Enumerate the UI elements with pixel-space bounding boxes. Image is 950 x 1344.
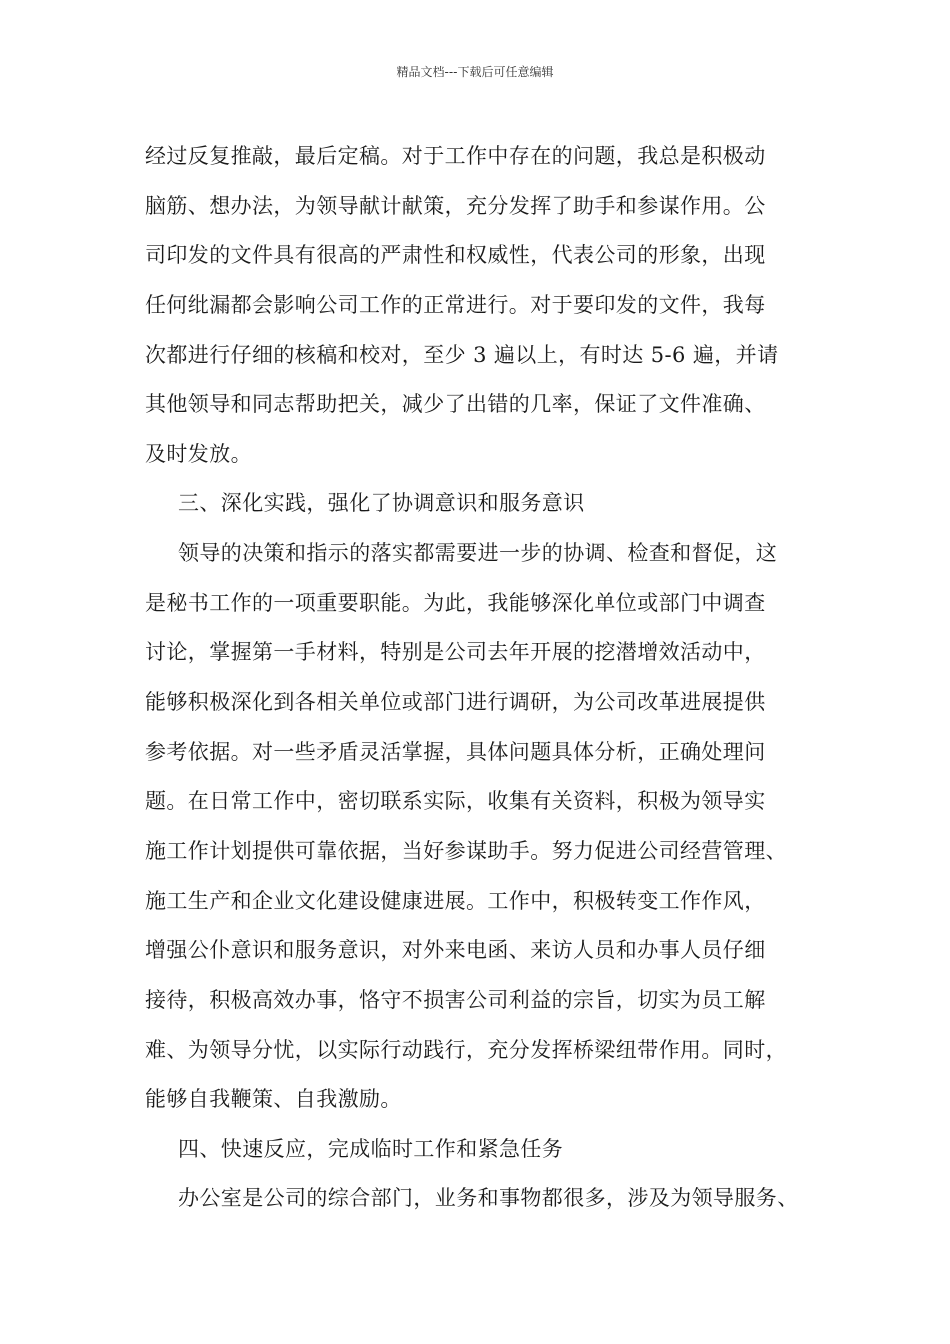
paragraph-first-line: 三、深化实践，强化了协调意识和服务意识 [178,491,585,516]
paragraph-line: 接待，积极高效办事，恪守不损害公司利益的宗旨，切实为员工解 [145,987,766,1012]
paragraph-line: 是秘书工作的一项重要职能。为此，我能够深化单位或部门中调查 [145,590,766,615]
page-header: 精品文档---下载后可任意编辑 [396,65,554,79]
paragraph-first-line: 办公室是公司的综合部门，业务和事物都很多，涉及为领导服务、 [178,1186,799,1211]
paragraph-first-line: 四、快速反应，完成临时工作和紧急任务 [178,1136,564,1161]
paragraph-line: 司印发的文件具有很高的严肃性和权威性，代表公司的形象，出现 [145,243,766,268]
paragraph-line: 脑筋、想办法，为领导献计献策，充分发挥了助手和参谋作用。公 [145,193,766,218]
paragraph-line: 任何纰漏都会影响公司工作的正常进行。对于要印发的文件，我每 [145,292,766,317]
paragraph-line: 难、为领导分忧，以实际行动践行，充分发挥桥梁纽带作用。同时， [145,1037,787,1062]
paragraph-line: 参考依据。对一些矛盾灵活掌握，具体问题具体分析，正确处理问 [145,739,766,764]
paragraph-line: 施工作计划提供可靠依据，当好参谋助手。努力促进公司经营管理、 [145,838,787,863]
paragraph-line: 及时发放。 [145,441,252,466]
paragraph-line: 增强公仆意识和服务意识，对外来电函、来访人员和办事人员仔细 [145,938,766,963]
paragraph-line: 施工生产和企业文化建设健康进展。工作中，积极转变工作作风， [145,888,766,913]
body-text [145,132,825,1224]
paragraph-line: 次都进行仔细的核稿和校对，至少 3 遍以上，有时达 5-6 遍，并请 [145,342,779,367]
paragraph-line: 经过反复推敲，最后定稿。对于工作中存在的问题，我总是积极动 [145,144,766,168]
paragraph-line: 其他领导和同志帮助把关，减少了出错的几率，保证了文件准确、 [145,392,766,417]
paragraph-first-line: 领导的决策和指示的落实都需要进一步的协调、检查和督促，这 [178,541,778,566]
paragraph-line: 能够积极深化到各相关单位或部门进行调研，为公司改革进展提供 [145,690,766,715]
paragraph-line: 讨论，掌握第一手材料，特别是公司去年开展的挖潜增效活动中， [145,640,766,665]
paragraph-line: 题。在日常工作中，密切联系实际，收集有关资料，积极为领导实 [145,789,766,814]
paragraph-line: 能够自我鞭策、自我激励。 [145,1087,402,1112]
